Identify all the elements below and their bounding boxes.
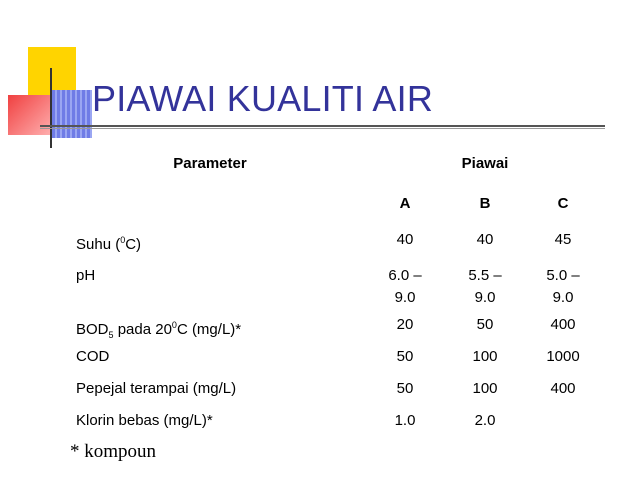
class-b-header: B — [479, 195, 491, 212]
decor-vertical-line — [50, 68, 52, 148]
value-b: 100 — [472, 348, 498, 365]
value-c: 400 — [550, 380, 576, 397]
table-row — [76, 314, 241, 346]
param-label: Klorin bebas (mg/L)* — [76, 412, 213, 429]
value-b: 2.0 — [474, 412, 496, 429]
value-b-line1: 5.5 – — [468, 267, 502, 284]
class-a-header: A — [399, 195, 411, 212]
param-label-mid: pada 20 — [113, 321, 172, 338]
value-c-line1: 5.0 – — [546, 267, 580, 284]
param-sub: 5 — [108, 330, 114, 340]
value-c: 45 — [554, 231, 572, 248]
value-b: 40 — [476, 231, 494, 248]
param-label-end: C) — [125, 236, 142, 253]
value-c: 1000 — [546, 348, 580, 365]
decor-red-square — [8, 95, 52, 135]
title-divider-shadow — [40, 128, 605, 129]
parameter-header: Parameter — [173, 155, 247, 172]
param-label: pH — [76, 267, 96, 284]
value-a-line2: 9.0 — [394, 289, 416, 306]
decor-yellow-square — [28, 47, 76, 95]
value-b: 100 — [472, 380, 498, 397]
page-title: PIAWAI KUALITI AIR — [92, 78, 434, 119]
value-a: 1.0 — [394, 412, 416, 429]
value-b-line2: 9.0 — [474, 289, 496, 306]
value-c-line2: 9.0 — [552, 289, 574, 306]
footnote: * kompoun — [70, 441, 157, 462]
value-a: 40 — [396, 231, 414, 248]
table-row — [76, 229, 141, 256]
piawai-header: Piawai — [461, 155, 509, 172]
param-label: COD — [76, 348, 110, 365]
decor-blue-square — [52, 90, 92, 138]
param-label: Pepejal terampai (mg/L) — [76, 380, 237, 397]
value-a: 20 — [396, 316, 414, 333]
value-a-line1: 6.0 – — [388, 267, 422, 284]
value-a: 50 — [396, 348, 414, 365]
param-label: BOD — [76, 321, 109, 338]
param-label: Suhu ( — [76, 236, 121, 253]
class-c-header: C — [557, 195, 569, 212]
value-b: 50 — [476, 316, 494, 333]
param-label-end: C (mg/L)* — [176, 321, 242, 338]
title-divider — [40, 125, 605, 127]
param-sup: 0 — [120, 235, 126, 245]
value-c: 400 — [550, 316, 576, 333]
param-sup: 0 — [171, 320, 177, 330]
value-a: 50 — [396, 380, 414, 397]
